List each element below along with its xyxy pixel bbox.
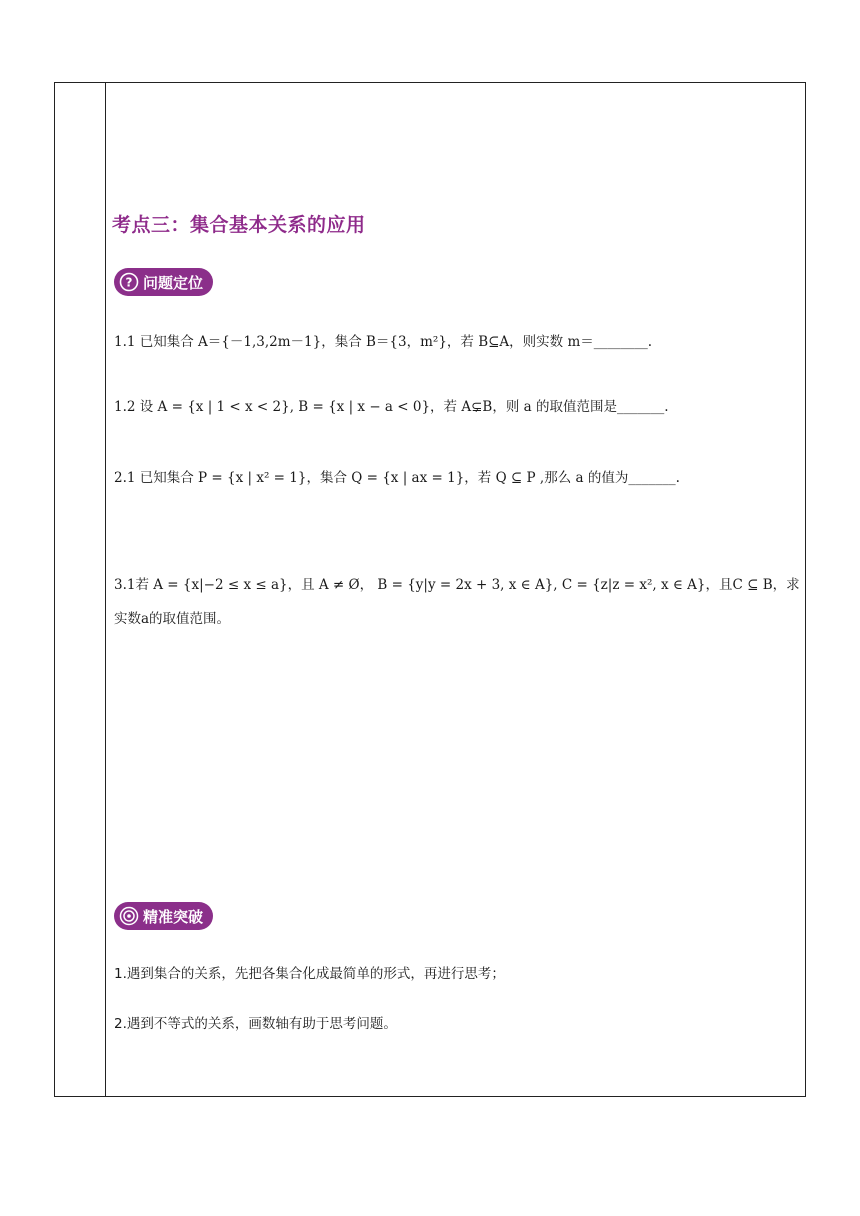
breakthrough-badge — [114, 902, 213, 930]
question-icon — [119, 272, 139, 292]
question-1-2: 1.2 设 A = {x | 1 < x < 2}, B = {x | x − a < 0}，若 A⊊B，则 a 的取值范围是_______. — [114, 399, 669, 415]
problem-badge — [114, 268, 213, 296]
svg-text:?: ? — [125, 275, 133, 290]
question-1-1: 1.1 已知集合 A＝{－1,3,2m－1}，集合 B＝{3，m²}，若 B⊆A，则实数 m＝________. — [114, 334, 653, 350]
tip-2: 2.遇到不等式的关系，画数轴有助于思考问题。 — [114, 1016, 397, 1032]
tip-1: 1.遇到集合的关系，先把各集合化成最简单的形式，再进行思考； — [114, 966, 505, 982]
column-divider — [105, 83, 106, 1096]
breakthrough-badge-label: 精准突破 — [143, 907, 204, 926]
problem-badge-label: 问题定位 — [143, 273, 204, 292]
section-title: 考点三：集合基本关系的应用 — [112, 214, 366, 236]
question-3-1-line1: 3.1若 A = {x|−2 ≤ x ≤ a}，且 A ≠ Ø， B = {y|y = 2x + 3, x ∈ A}, C = {z|z = x², x ∈ A}，且C ⊆ B，求 — [114, 577, 800, 593]
question-2-1: 2.1 已知集合 P = {x | x² = 1}，集合 Q = {x | ax = 1}，若 Q ⊆ P ,那么 a 的值为_______. — [114, 470, 680, 486]
target-icon — [119, 906, 139, 926]
question-3-1-line2: 实数a的取值范围。 — [114, 611, 231, 627]
